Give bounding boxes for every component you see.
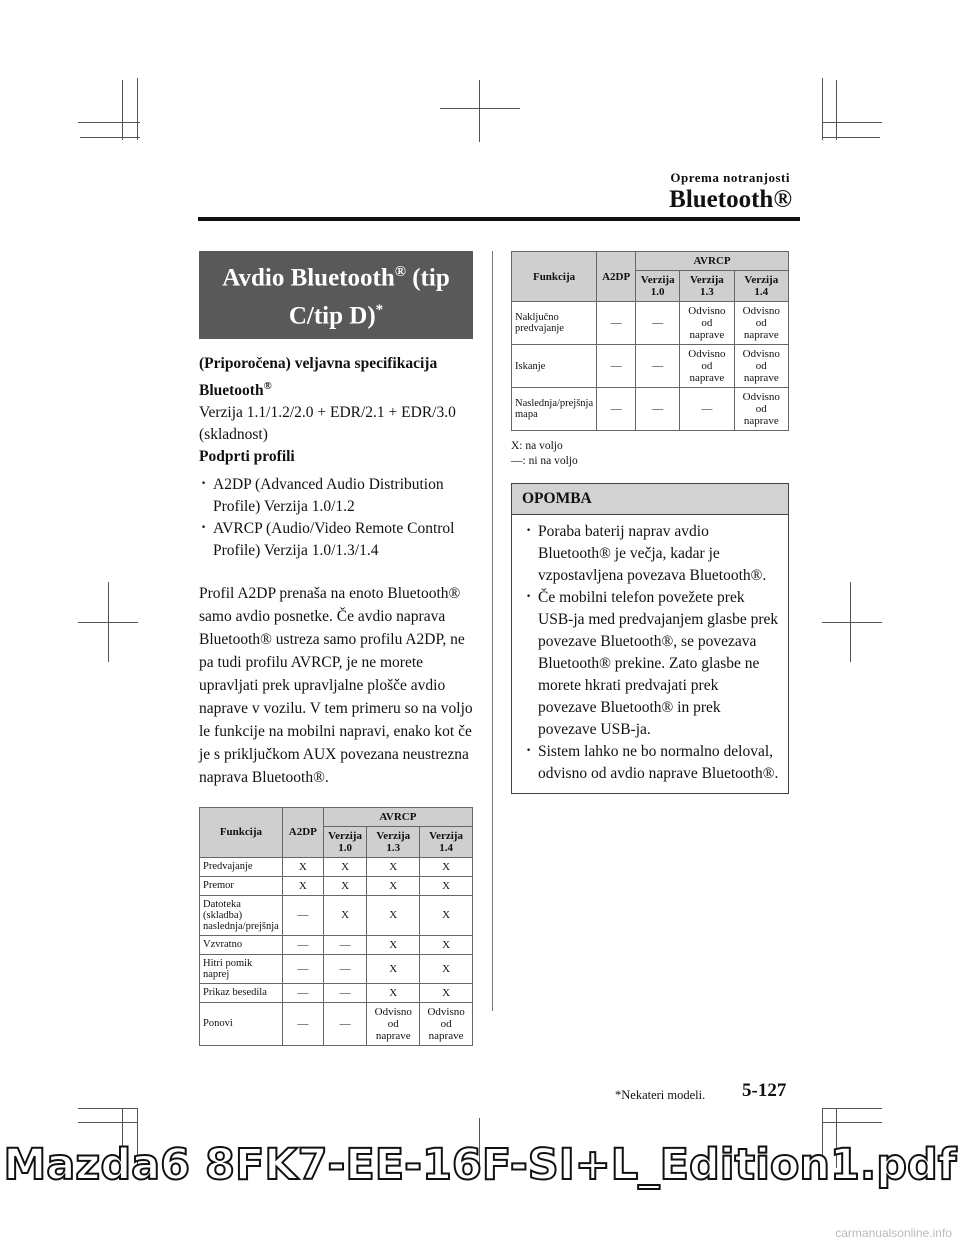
crop-mark — [78, 1108, 138, 1109]
table-row — [200, 983, 473, 1002]
cell: — — [323, 1002, 367, 1045]
right-column — [511, 251, 789, 794]
spec-heading — [199, 353, 473, 402]
cell: Odvisno od naprave — [680, 345, 734, 388]
table-row — [200, 876, 473, 895]
cell: — — [597, 388, 636, 431]
cell-function: Datoteka (skladba) naslednja/prejšnja — [200, 895, 283, 935]
spec-heading-line2: Bluetooth — [199, 381, 264, 399]
col-v14: Verzija 1.4 — [420, 826, 473, 857]
cell: Odvisno od naprave — [367, 1002, 420, 1045]
cell: — — [282, 935, 323, 954]
crop-mark — [78, 122, 140, 123]
profiles-list — [199, 474, 473, 562]
col-avrcp: AVRCP — [323, 807, 472, 826]
table-row — [512, 345, 789, 388]
crop-mark — [822, 137, 880, 138]
section-label: Oprema notranjosti — [670, 170, 790, 185]
cell: — — [282, 954, 323, 983]
crop-mark — [78, 1122, 138, 1123]
registered-mark: ® — [263, 379, 272, 392]
cell: — — [636, 345, 680, 388]
col-a2dp: A2DP — [282, 807, 323, 857]
body-paragraph: Profil A2DP prenaša na enoto Bluetooth® samo avdio posnetke. Če avdio naprava Bluetooth® ustreza samo profilu A2DP, ne pa tudi profilu AVRCP, je ne morete upravljati prek upravljalne plošče avdio naprave v vozilu. V tem primeru so na voljo le funkcije na mobilni napravi, enako kot če je s priključkom AUX povezana neustrezna naprava Bluetooth®. — [199, 584, 473, 786]
list-item: · Če mobilni telefon povežete prek USB-ja med predvajanjem glasbe prek povezave Bluetooth®, se povezava Bluetooth® prekine. Zato glasbe ne morete hkrati predvajati prek povezave Bluetooth® in prek povezave USB-ja. — [524, 587, 780, 741]
crop-mark — [122, 80, 123, 140]
cell: X — [367, 876, 420, 895]
cell: Odvisno od naprave — [734, 302, 788, 345]
version-text: Verzija 1.1/1.2/2.0 + EDR/2.1 + EDR/3.0 (skladnost) — [199, 403, 456, 443]
col-v14: Verzija 1.4 — [734, 271, 788, 302]
cell: X — [367, 935, 420, 954]
cell: X — [420, 935, 473, 954]
crop-mark — [822, 622, 882, 623]
cell: Odvisno od naprave — [680, 302, 734, 345]
cell: X — [323, 895, 367, 935]
section-title-main: Avdio Bluetooth — [222, 264, 395, 292]
col-a2dp: A2DP — [597, 252, 636, 302]
cell-function: Ponovi — [200, 1002, 283, 1045]
cell: X — [367, 857, 420, 876]
cell: — — [323, 954, 367, 983]
cell: X — [420, 954, 473, 983]
crop-mark — [137, 78, 138, 140]
table-legend — [511, 439, 789, 469]
cell-function: Vzvratno — [200, 935, 283, 954]
spec-heading-line1: (Priporočena) veljavna specifikacija — [199, 354, 438, 372]
cell: — — [597, 302, 636, 345]
cell: X — [367, 954, 420, 983]
list-item: · A2DP (Advanced Audio Distribution Profile) Verzija 1.0/1.2 — [199, 474, 473, 518]
list-item: · AVRCP (Audio/Video Remote Control Profile) Verzija 1.0/1.3/1.4 — [199, 518, 473, 562]
cell: X — [323, 876, 367, 895]
registered-mark: ® — [394, 264, 406, 280]
cell: X — [367, 983, 420, 1002]
col-v10: Verzija 1.0 — [323, 826, 367, 857]
cell-function: Premor — [200, 876, 283, 895]
profiles-heading: Podprti profili — [199, 447, 295, 465]
watermark-site: carmanualsonline.info — [835, 1226, 952, 1240]
cell: — — [323, 935, 367, 954]
cell: X — [367, 895, 420, 935]
legend-unavailable: —: ni na voljo — [511, 455, 578, 467]
page-title: Bluetooth® — [669, 186, 792, 213]
table-row — [512, 388, 789, 431]
asterisk-mark: * — [375, 302, 384, 319]
table-row — [512, 302, 789, 345]
note-box — [511, 483, 789, 794]
crop-mark — [440, 108, 520, 109]
note-title: OPOMBA — [512, 484, 788, 515]
cell: Odvisno od naprave — [734, 345, 788, 388]
function-table-right — [511, 251, 789, 431]
crop-mark — [822, 78, 823, 140]
function-table-left — [199, 807, 473, 1046]
cell: — — [597, 345, 636, 388]
legend-available: X: na voljo — [511, 440, 563, 452]
col-avrcp: AVRCP — [636, 252, 789, 271]
crop-mark — [80, 137, 140, 138]
cell: — — [636, 388, 680, 431]
cell: — — [323, 983, 367, 1002]
crop-mark — [822, 1122, 882, 1123]
cell: X — [420, 983, 473, 1002]
col-v13: Verzija 1.3 — [367, 826, 420, 857]
crop-mark — [850, 582, 851, 662]
table-row — [200, 935, 473, 954]
note-list — [512, 521, 788, 785]
column-divider — [492, 251, 493, 1011]
col-v13: Verzija 1.3 — [680, 271, 734, 302]
cell-function: Hitri pomik naprej — [200, 954, 283, 983]
crop-mark — [822, 122, 882, 123]
cell: Odvisno od naprave — [734, 388, 788, 431]
col-function: Funkcija — [512, 252, 597, 302]
footnote: *Nekateri modeli. — [615, 1088, 706, 1102]
cell-function: Naslednja/prejšnja mapa — [512, 388, 597, 431]
page-number: 5-127 — [742, 1080, 787, 1101]
header-rule — [198, 217, 800, 221]
cell: — — [282, 895, 323, 935]
table-row — [200, 895, 473, 935]
cell-function: Prikaz besedila — [200, 983, 283, 1002]
list-item: · Sistem lahko ne bo normalno deloval, odvisno od avdio naprave Bluetooth®. — [524, 741, 780, 785]
table-row — [200, 954, 473, 983]
cell: X — [420, 876, 473, 895]
crop-mark — [822, 1108, 882, 1109]
cell: X — [420, 857, 473, 876]
crop-mark — [108, 582, 109, 662]
section-title-rest: (tip C/tip D) — [288, 264, 450, 330]
cell: — — [680, 388, 734, 431]
table-row — [200, 857, 473, 876]
col-function: Funkcija — [200, 807, 283, 857]
list-item: · Poraba baterij naprav avdio Bluetooth® je večja, kadar je vzpostavljena povezava Bluetooth®. — [524, 521, 780, 587]
cell: — — [282, 1002, 323, 1045]
cell-function: Iskanje — [512, 345, 597, 388]
col-v10: Verzija 1.0 — [636, 271, 680, 302]
crop-mark — [836, 80, 837, 140]
cell-function: Predvajanje — [200, 857, 283, 876]
left-column — [199, 251, 473, 1046]
cell: X — [323, 857, 367, 876]
cell-function: Naključno predvajanje — [512, 302, 597, 345]
crop-mark — [479, 80, 480, 142]
cell: X — [420, 895, 473, 935]
cell: Odvisno od naprave — [420, 1002, 473, 1045]
pdf-filename: Mazda6 8FK7-EE-16F-SI+L_Edition1.pdf — [3, 1140, 957, 1190]
cell: X — [282, 857, 323, 876]
table-row — [200, 1002, 473, 1045]
cell: X — [282, 876, 323, 895]
cell: — — [636, 302, 680, 345]
section-title-box — [199, 251, 473, 339]
cell: — — [282, 983, 323, 1002]
